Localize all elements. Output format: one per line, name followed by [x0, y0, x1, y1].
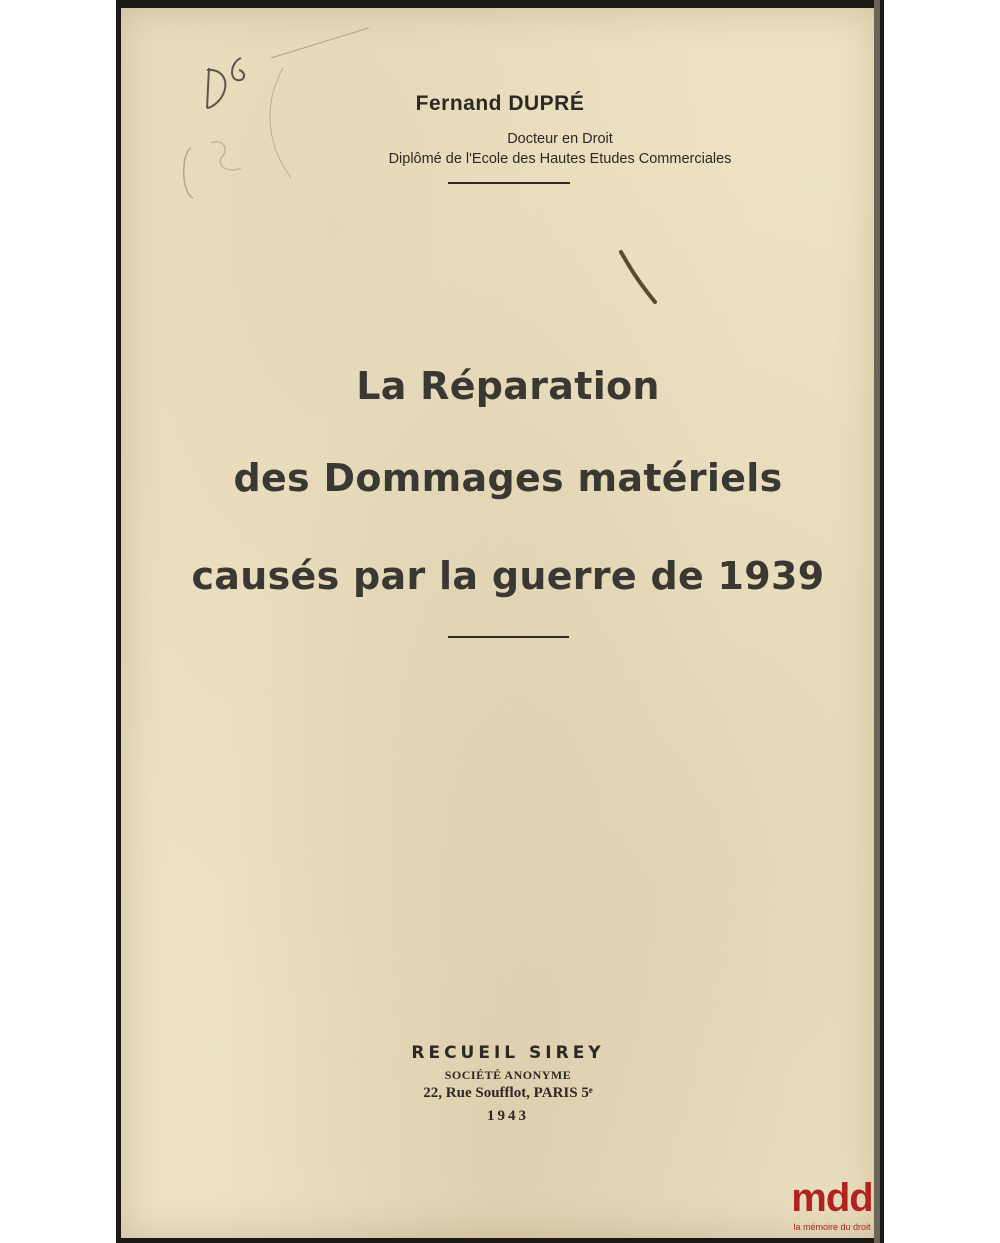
title-line-3: causés par la guerre de 1939 [191, 554, 825, 598]
divider-bottom [448, 636, 569, 638]
publisher-name: RECUEIL SIREY [411, 1043, 605, 1063]
publisher-address: 22, Rue Soufflot, PARIS 5ᵉ [423, 1085, 593, 1101]
author-name: Fernand DUPRÉ [415, 92, 585, 115]
author-school: Diplômé de l'Ecole des Hautes Etudes Commerciales [388, 151, 732, 167]
watermark-logo [784, 1176, 880, 1238]
divider-top [448, 182, 570, 184]
logo-mark: mdd [791, 1176, 873, 1220]
author-degree: Docteur en Droit [507, 131, 613, 147]
publisher-type: SOCIÉTÉ ANONYME [444, 1068, 572, 1082]
title-line-2: des Dommages matériels [233, 456, 783, 500]
title-line-1: La Réparation [356, 364, 660, 408]
logo-tagline: la mémoire du droit [793, 1222, 871, 1232]
pencil-marks [151, 28, 411, 208]
publication-year: 1943 [487, 1108, 529, 1124]
paper-stain [615, 246, 665, 308]
